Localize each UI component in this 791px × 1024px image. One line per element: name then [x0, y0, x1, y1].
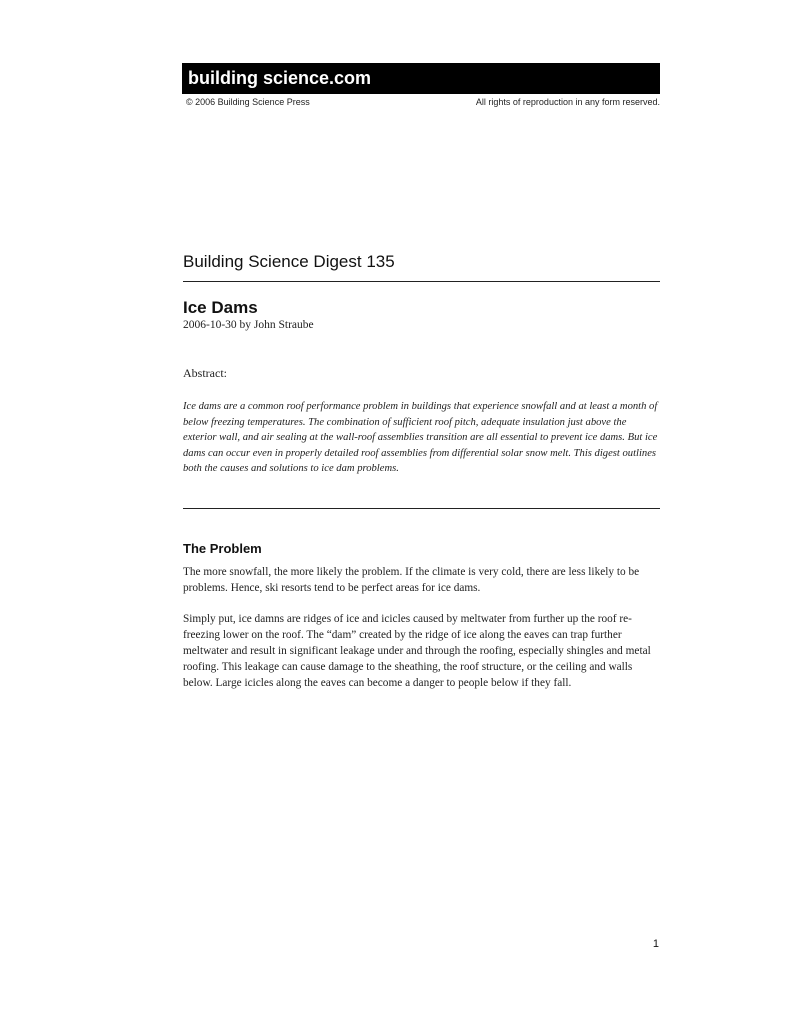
body-paragraph: Simply put, ice damns are ridges of ice and icicles caused by meltwater from further up the roof re-freezing lower on the roof. The “dam” created by the ridge of ice along the eaves can trap further meltwater and result in significant leakage under and through the roofing, especially shingles and metal roofing. This leakage can cause damage to the sheathing, the roof structure, or the ceiling and walls below. Large icicles along the eaves can become a danger to people below if they fall. — [183, 613, 651, 690]
abstract-divider — [183, 508, 660, 509]
digest-series-title: Building Science Digest 135 — [183, 252, 395, 271]
page-number: 1 — [652, 938, 659, 950]
body-paragraph: The more snowfall, the more likely the problem. If the climate is very cold, there are less likely to be problems. Hence, ski resorts tend to be perfect areas for ice dams. — [183, 566, 640, 595]
rights-notice: All rights of reproduction in any form reserved. — [475, 97, 660, 107]
article-title: Ice Dams — [183, 298, 258, 317]
top-divider — [183, 281, 660, 282]
abstract-text: Ice dams are a common roof performance problem in buildings that experience snowfall and at least a month of below freezing temperatures. The combination of sufficient roof pitch, adequate insulation just above the exterior wall, and air sealing at the wall-roof assemblies transition are all essential to prevent ice dams. But ice dams can occur even in properly detailed roof assemblies from differential solar snow melt. This digest outlines both the causes and solutions to ice dam problems. — [183, 401, 658, 475]
section-heading: The Problem — [183, 541, 262, 556]
brand-banner: building science.com — [182, 63, 660, 94]
article-byline: 2006-10-30 by John Straube — [183, 319, 314, 331]
abstract-label: Abstract: — [183, 366, 227, 380]
copyright-notice: © 2006 Building Science Press — [186, 97, 310, 107]
